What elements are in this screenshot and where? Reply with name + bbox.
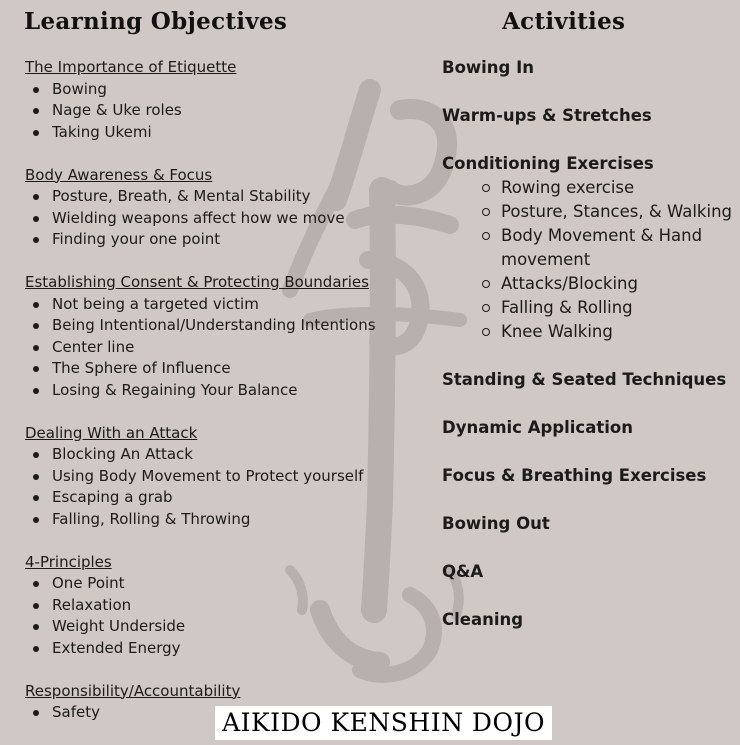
objective-section-body-awareness (25, 165, 425, 251)
section-title: Body Awareness & Focus (25, 165, 213, 184)
list-item: Posture, Breath, & Mental Stability (25, 186, 425, 208)
objective-section-principles (25, 552, 425, 660)
list-item: Attacks/Blocking (442, 272, 740, 296)
bullet-list (25, 79, 425, 144)
activity-title: Bowing In (442, 58, 534, 77)
activity-techniques (442, 368, 740, 392)
list-item: Losing & Regaining Your Balance (25, 380, 425, 402)
activities-column (442, 56, 740, 656)
section-title: Establishing Consent & Protecting Boundaries (25, 273, 369, 291)
list-item: Taking Ukemi (25, 122, 425, 144)
bullet-list (25, 573, 425, 659)
list-item: Being Intentional/Understanding Intentions (25, 315, 425, 337)
list-item: Not being a targeted victim (25, 294, 425, 316)
activities-heading: Activities (502, 8, 626, 35)
activity-title: Q&A (442, 562, 484, 581)
list-item: Finding your one point (25, 229, 425, 251)
list-item: Wielding weapons affect how we move (25, 208, 425, 230)
bullet-list (25, 294, 425, 402)
list-item: Posture, Stances, & Walking (442, 200, 740, 224)
section-title: 4-Principles (25, 552, 112, 571)
dojo-name-banner: AIKIDO KENSHIN DOJO (215, 706, 552, 740)
list-item: Body Movement & Hand movement (442, 224, 740, 272)
list-item: Center line (25, 337, 425, 359)
list-item: Escaping a grab (25, 487, 425, 509)
list-item: Rowing exercise (442, 176, 740, 200)
list-item: Nage & Uke roles (25, 100, 425, 122)
list-item: Falling, Rolling & Throwing (25, 509, 425, 531)
section-title: Dealing With an Attack (25, 423, 198, 442)
activity-title: Bowing Out (442, 514, 550, 533)
list-item: Bowing (25, 79, 425, 101)
list-item: One Point (25, 573, 425, 595)
activity-bowing-out (442, 512, 740, 536)
activity-dynamic (442, 416, 740, 440)
list-item: Relaxation (25, 595, 425, 617)
list-item: The Sphere of Influence (25, 358, 425, 380)
activity-warm-ups (442, 104, 740, 128)
list-item: Knee Walking (442, 320, 740, 344)
list-item: Weight Underside (25, 616, 425, 638)
activity-focus (442, 464, 740, 488)
activity-bowing-in (442, 56, 740, 80)
activity-title: Conditioning Exercises (442, 154, 654, 173)
learning-objectives-heading: Learning Objectives (24, 8, 288, 35)
activity-title: Standing & Seated Techniques (442, 370, 727, 389)
section-title: Responsibility/Accountability (25, 681, 241, 700)
list-item: Safety (25, 702, 425, 724)
activity-title: Dynamic Application (442, 418, 633, 437)
list-item: Extended Energy (25, 638, 425, 660)
list-item: Using Body Movement to Protect yourself (25, 466, 425, 488)
objectives-column (25, 57, 425, 745)
list-item: Blocking An Attack (25, 444, 425, 466)
objective-section-etiquette (25, 57, 425, 143)
objective-section-attack (25, 423, 425, 531)
objective-section-consent (25, 272, 425, 401)
activity-title: Focus & Breathing Exercises (442, 466, 707, 485)
section-title: The Importance of Etiquette (25, 58, 237, 76)
activity-qa (442, 560, 740, 584)
activity-title: Warm-ups & Stretches (442, 106, 652, 125)
sub-list (442, 176, 740, 344)
list-item: Falling & Rolling (442, 296, 740, 320)
activity-cleaning (442, 608, 740, 632)
activity-title: Cleaning (442, 610, 524, 629)
bullet-list (25, 186, 425, 251)
bullet-list (25, 444, 425, 530)
activity-conditioning (442, 152, 740, 344)
